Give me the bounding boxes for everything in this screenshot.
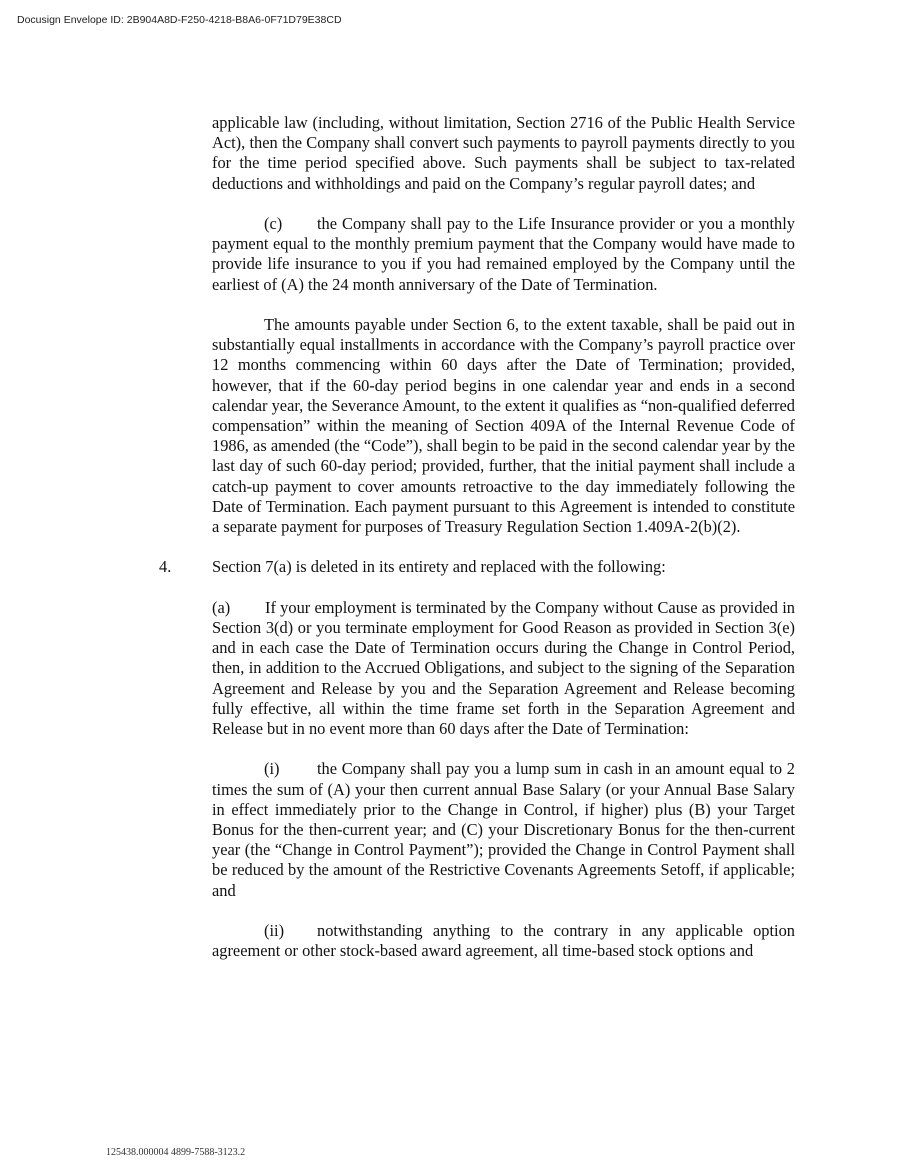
clause-i-label: (i) bbox=[264, 759, 280, 779]
clause-c-label: (c) bbox=[264, 214, 283, 233]
section-4-number: 4. bbox=[159, 557, 172, 577]
clause-a-label: (a) bbox=[212, 597, 231, 617]
clause-ii-text: notwithstanding anything to the contrary in any applicable option agreement or other stock-based award agreement, all time-based stock options and bbox=[212, 921, 795, 961]
clause-ii bbox=[212, 921, 795, 961]
clause-i bbox=[212, 759, 795, 900]
paragraph-amounts-payable: The amounts payable under Section 6, to the extent taxable, shall be paid out in substantially equal installments in accordance with the Company’s payroll practice over 12 months commencing within 60 days after the Date of Termination; provided, however, that if the 60-day period begins in one calendar year and ends in a second calendar year, the Severance Amount, to the extent it qualifies as “non-qualified deferred compensation” within the meaning of Section 409A of the Internal Revenue Code of 1986, as amended (the “Code”), shall begin to be paid in the second calendar year by the last day of such 60-day period; provided, further, that the initial payment shall include a catch-up payment to cover amounts retroactive to the day immediately following the Date of Termination. Each payment pursuant to this Agreement is intended to constitute a separate payment for purposes of Treasury Regulation Section 1.409A-2(b)(2). bbox=[212, 315, 795, 537]
clause-c-text: the Company shall pay to the Life Insurance provider or you a monthly payment equal to the monthly premium payment that the Company would have made to provide life insurance to you if you had remained employed by the Company until the earliest of (A) the 24 month anniversary of the Date of Termination. bbox=[212, 214, 795, 294]
clause-ii-label: (ii) bbox=[264, 921, 285, 941]
envelope-id: Docusign Envelope ID: 2B904A8D-F250-4218-B8A6-0F71D79E38CD bbox=[17, 14, 342, 26]
clause-a-text: If your employment is terminated by the Company without Cause as provided in Section 3(d) or you terminate employment for Good Reason as provided in Section 3(e) and in each case the Date of Termination occurs during the Change in Control Period, then, in addition to the Accrued Obligations, and subject to the signing of the Separation Agreement and Release by you and the Separation Agreement and Release becoming fully effective, all within the time frame set forth in the Separation Agreement and Release but in no event more than 60 days after the Date of Termination: bbox=[212, 597, 795, 739]
document-code: 125438.000004 4899-7588-3123.2 bbox=[106, 1147, 246, 1158]
clause-i-text: the Company shall pay you a lump sum in cash in an amount equal to 2 times the sum of (A) your then current annual Base Salary (or your Annual Base Salary in effect immediately prior to the Change in Control, if higher) plus (B) your Target Bonus for the then-current year; and (C) your Discretionary Bonus for the then-current year (the “Change in Control Payment”); provided the Change in Control Payment shall be reduced by the amount of the Restrictive Covenants Agreements Setoff, if applicable; and bbox=[212, 759, 795, 900]
section-4-text: Section 7(a) is deleted in its entirety and replaced with the following: bbox=[212, 557, 666, 577]
document-body bbox=[159, 113, 795, 982]
section-4-item bbox=[159, 557, 795, 577]
clause-c bbox=[212, 214, 795, 295]
clause-a bbox=[212, 598, 795, 739]
paragraph-applicable-law: applicable law (including, without limitation, Section 2716 of the Public Health Service Act), then the Company shall convert such payments to payroll payments directly to you for the time period specified above. Such payments shall be subject to tax-related deductions and withholdings and paid on the Company’s regular payroll dates; and bbox=[212, 113, 795, 193]
